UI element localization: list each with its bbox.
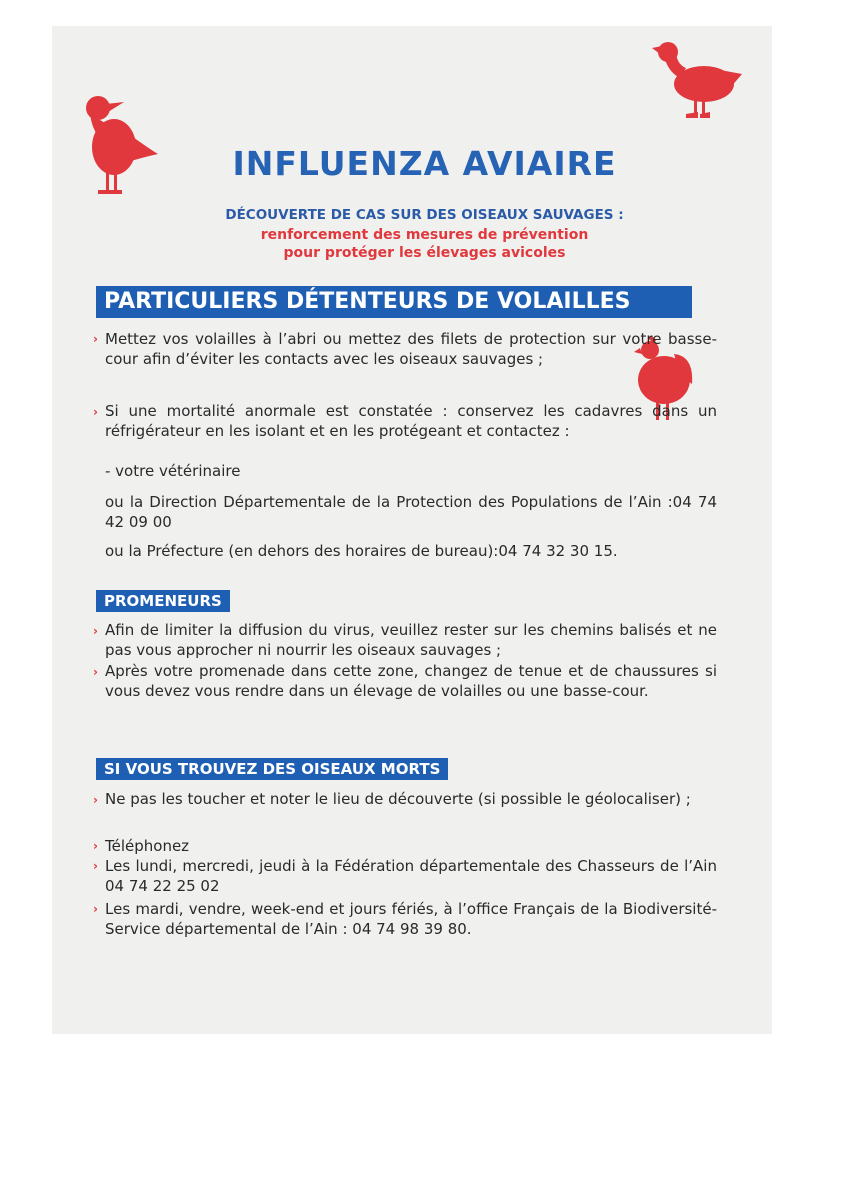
- subtitle-line-2: renforcement des mesures de prévention: [260, 227, 589, 243]
- section-heading-dead-birds: SI VOUS TROUVEZ DES OISEAUX MORTS: [96, 758, 448, 780]
- dead-birds-item-ofb: Les mardi, vendre, week-end et jours fériés, à l’office Français de la Biodiversité-Service départemental de l’Ain : 04 74 98 39 80.: [105, 900, 717, 938]
- bullet-chevron-icon: ›: [93, 859, 98, 873]
- bullet-chevron-icon: ›: [93, 839, 98, 853]
- bullet-chevron-icon: ›: [93, 332, 98, 346]
- section-heading-owners: PARTICULIERS DÉTENTEURS DE VOLAILLES: [96, 286, 692, 318]
- duck-icon: [650, 38, 742, 122]
- dead-birds-item-hunters-federation: Les lundi, mercredi, jeudi à la Fédération départementale des Chasseurs de l’Ain 04 74 22 25 02: [105, 857, 717, 895]
- subtitle-line-3: pour protéger les élevages avicoles: [283, 245, 566, 261]
- bullet-chevron-icon: ›: [93, 902, 98, 916]
- section-heading-walkers: PROMENEURS: [96, 590, 230, 612]
- walkers-item-paths: Afin de limiter la diffusion du virus, veuillez rester sur les chemins balisés et ne pas vous approcher ni nourrir les oiseaux sauvages ;: [105, 621, 717, 659]
- contact-veterinarian: - votre vétérinaire: [105, 462, 241, 480]
- subtitle-line-1: DÉCOUVERTE DE CAS SUR DES OISEAUX SAUVAGES :: [225, 207, 624, 223]
- dead-birds-item-do-not-touch: Ne pas les toucher et noter le lieu de découverte (si possible le géolocaliser) ;: [105, 790, 691, 808]
- bullet-chevron-icon: ›: [93, 793, 98, 807]
- dead-birds-item-phone: Téléphonez: [105, 837, 190, 855]
- contact-prefecture: ou la Préfecture (en dehors des horaires de bureau):04 74 32 30 15.: [105, 542, 618, 560]
- bullet-chevron-icon: ›: [93, 624, 98, 638]
- owners-item-shelter: Mettez vos volailles à l’abri ou mettez des filets de protection sur votre basse-cour afin d’éviter les contacts avec les oiseaux sauvages ;: [105, 330, 717, 368]
- walkers-item-change-clothes: Après votre promenade dans cette zone, changez de tenue et de chaussures si vous devez vous rendre dans un élevage de volailles ou une basse-cour.: [105, 662, 717, 700]
- bullet-chevron-icon: ›: [93, 405, 98, 419]
- page-title: INFLUENZA AVIAIRE: [232, 144, 617, 183]
- contact-ddpp: ou la Direction Départementale de la Protection des Populations de l’Ain :04 74 42 09 00: [105, 493, 717, 531]
- bullet-chevron-icon: ›: [93, 665, 98, 679]
- owners-item-mortality: Si une mortalité anormale est constatée : conservez les cadavres dans un réfrigérateur en les isolant et en les protégeant et contactez :: [105, 402, 717, 440]
